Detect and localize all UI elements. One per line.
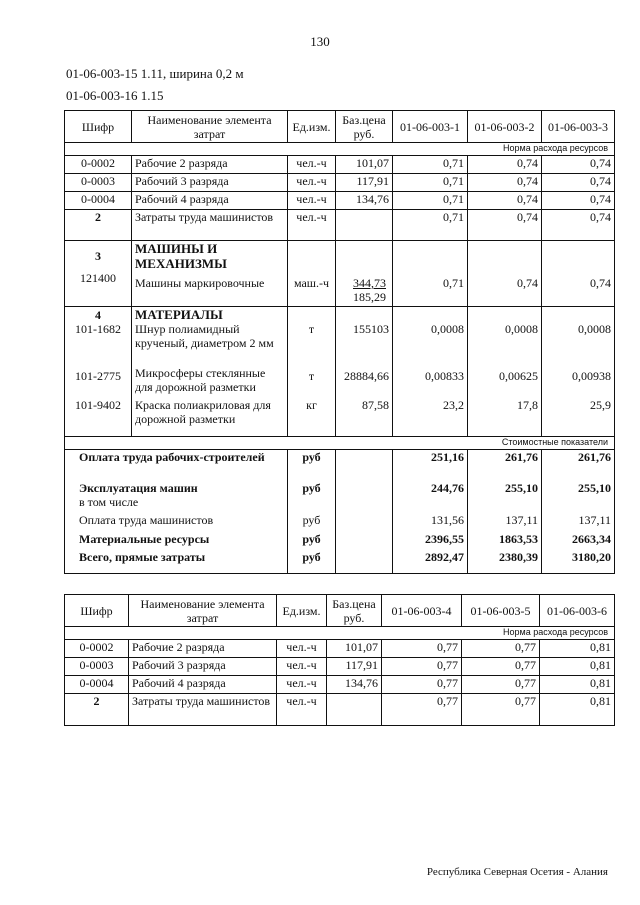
- table-row-machines: [65, 241, 615, 307]
- cell-price: 28884,66: [344, 369, 389, 383]
- table-header-row: [65, 595, 615, 627]
- table-row: [65, 174, 615, 192]
- cell-value: 0,81: [540, 694, 615, 726]
- cell-price-operator: 185,29: [353, 290, 386, 304]
- cell-code: 121400: [80, 271, 116, 285]
- cell-value: 0,71: [443, 276, 464, 290]
- col-header-code: Шифр: [65, 111, 132, 143]
- cell-price: 101,07: [336, 156, 393, 174]
- col-header-norm-3: 01-06-003-3: [542, 111, 615, 143]
- section-number: 3: [95, 249, 101, 263]
- cell-unit: т: [308, 322, 315, 336]
- cell-price: 117,91: [327, 658, 382, 676]
- cell-value: 0,77: [462, 694, 540, 726]
- cell-value: 25,9: [590, 398, 611, 412]
- cell-price-main: 344,73: [353, 276, 386, 290]
- cell-unit: чел.-ч: [277, 694, 327, 726]
- cell-value: 0,77: [462, 676, 540, 694]
- cell-value: 17,8: [517, 398, 538, 412]
- cell-value: 0,74: [542, 156, 615, 174]
- cell-value: 0,71: [393, 192, 468, 210]
- cell-unit: чел.-ч: [277, 640, 327, 658]
- cell-value: 0,74: [542, 210, 615, 241]
- section-label-row: [65, 627, 615, 640]
- cell-value: 0,77: [382, 640, 462, 658]
- cell-price: 134,76: [327, 676, 382, 694]
- cell-price: 87,58: [362, 398, 389, 412]
- norm-label: Норма расхода ресурсов: [65, 627, 615, 640]
- summary-machines-unit: руб: [302, 481, 321, 495]
- cell-value: 0,77: [382, 694, 462, 726]
- summary-wages-unit: руб: [302, 450, 321, 464]
- summary-operators-value: 137,11: [505, 513, 538, 527]
- summary-materials-value: 2663,34: [572, 532, 611, 546]
- cell-value: 0,74: [468, 192, 542, 210]
- summary-machines-value: 255,10: [578, 481, 611, 495]
- cell-price: 155103: [353, 322, 389, 336]
- summary-operators-value: 131,56: [431, 513, 464, 527]
- resource-table-1: [64, 110, 615, 574]
- cell-unit: кг: [306, 398, 317, 412]
- cell-code: 101-9402: [75, 398, 121, 412]
- summary-materials-label: Материальные ресурсы: [79, 532, 210, 546]
- summary-wages-label: Оплата труда рабочих-строителей: [79, 450, 265, 464]
- cell-value: 0,81: [540, 658, 615, 676]
- section-label-row: [65, 143, 615, 156]
- resource-table-2: [64, 594, 615, 726]
- section-label-row: [65, 437, 615, 450]
- col-header-name: Наименование элемента затрат: [129, 595, 277, 627]
- section-title: МАТЕРИАЛЫ: [135, 307, 223, 322]
- cell-code: 0-0004: [65, 192, 132, 210]
- table-row-labor-total: [65, 210, 615, 241]
- cell-value: 0,77: [462, 640, 540, 658]
- cell-value: 0,77: [382, 676, 462, 694]
- cell-name: Микросферы стеклянные для дорожной разметки: [135, 366, 266, 394]
- table-row-materials: [65, 307, 615, 437]
- col-header-norm-2: 01-06-003-2: [468, 111, 542, 143]
- code-line-1: 01-06-003-15 1.11, ширина 0,2 м: [66, 66, 244, 81]
- norm-label: Норма расхода ресурсов: [65, 143, 615, 156]
- cell-value: 0,0008: [431, 322, 464, 336]
- cell-unit: т: [308, 369, 315, 383]
- cell-unit: чел.-ч: [288, 192, 336, 210]
- cell-name: Рабочий 4 разряда: [129, 676, 277, 694]
- cell-value: 0,71: [393, 210, 468, 241]
- cell-value: 0,74: [542, 192, 615, 210]
- col-header-price: Баз.цена руб.: [336, 111, 393, 143]
- cell-name: Машины маркировочные: [135, 276, 265, 290]
- cell-name: Рабочий 4 разряда: [132, 192, 288, 210]
- summary-total-value: 2380,39: [499, 550, 538, 564]
- cell-value: 0,0008: [505, 322, 538, 336]
- summary-materials-value: 2396,55: [425, 532, 464, 546]
- table-row-labor-total: [65, 694, 615, 726]
- cost-label: Стоимостные показатели: [65, 437, 615, 450]
- cell-unit: чел.-ч: [288, 174, 336, 192]
- cell-value: 0,77: [462, 658, 540, 676]
- cell-price: 117,91: [336, 174, 393, 192]
- cell-value: 0,74: [590, 276, 611, 290]
- cell-name: Затраты труда машинистов: [132, 210, 288, 241]
- table-row-summary: [65, 450, 615, 574]
- cell-name: Рабочий 3 разряда: [129, 658, 277, 676]
- summary-total-value: 2892,47: [425, 550, 464, 564]
- summary-operators-value: 137,11: [578, 513, 611, 527]
- cell-name: Шнур полиамидный крученый, диаметром 2 мм: [135, 322, 274, 350]
- section-title: МАШИНЫ И МЕХАНИЗМЫ: [135, 241, 227, 271]
- cell-value: 0,00938: [572, 369, 611, 383]
- cell-code: 2: [65, 694, 129, 726]
- cell-value: 0,81: [540, 676, 615, 694]
- cell-value: 0,0008: [578, 322, 611, 336]
- cell-code: 0-0003: [65, 174, 132, 192]
- summary-wages-value: 261,76: [578, 450, 611, 464]
- summary-operators-label: Оплата труда машинистов: [79, 513, 214, 527]
- cell-unit: чел.-ч: [277, 676, 327, 694]
- cell-name: Рабочие 2 разряда: [132, 156, 288, 174]
- table-row: [65, 658, 615, 676]
- summary-wages-value: 251,16: [431, 450, 464, 464]
- summary-total-value: 3180,20: [572, 550, 611, 564]
- summary-machines-value: 255,10: [505, 481, 538, 495]
- cell-name: Рабочие 2 разряда: [129, 640, 277, 658]
- summary-machines-value: 244,76: [431, 481, 464, 495]
- cell-unit: чел.-ч: [277, 658, 327, 676]
- col-header-code: Шифр: [65, 595, 129, 627]
- table-row: [65, 156, 615, 174]
- col-header-unit: Ед.изм.: [277, 595, 327, 627]
- col-header-norm-4: 01-06-003-4: [382, 595, 462, 627]
- cell-code: 101-2775: [75, 369, 121, 383]
- cell-price: [327, 694, 382, 726]
- cell-code: 0-0002: [65, 640, 129, 658]
- table-row: [65, 676, 615, 694]
- cell-unit: чел.-ч: [288, 210, 336, 241]
- cell-price: [336, 210, 393, 241]
- cell-value: 23,2: [443, 398, 464, 412]
- table-row: [65, 192, 615, 210]
- cell-value: 0,71: [393, 174, 468, 192]
- cell-name: Рабочий 3 разряда: [132, 174, 288, 192]
- cell-unit: маш.-ч: [293, 276, 330, 290]
- summary-total-label: Всего, прямые затраты: [79, 550, 206, 564]
- section-number: 4: [95, 308, 101, 322]
- summary-wages-value: 261,76: [505, 450, 538, 464]
- cell-value: 0,74: [517, 276, 538, 290]
- col-header-norm-5: 01-06-003-5: [462, 595, 540, 627]
- page-number: 130: [310, 34, 330, 49]
- col-header-price: Баз.цена руб.: [327, 595, 382, 627]
- cell-code: 101-1682: [75, 322, 121, 336]
- cell-value: 0,81: [540, 640, 615, 658]
- summary-materials-value: 1863,53: [499, 532, 538, 546]
- summary-materials-unit: руб: [302, 532, 321, 546]
- cell-value: 0,77: [382, 658, 462, 676]
- summary-machines-label: Эксплуатация машин: [79, 481, 198, 495]
- cell-code: 0-0002: [65, 156, 132, 174]
- cell-price: 134,76: [336, 192, 393, 210]
- table-header-row: [65, 111, 615, 143]
- cell-code: 0-0004: [65, 676, 129, 694]
- col-header-norm-1: 01-06-003-1: [393, 111, 468, 143]
- code-line-2: 01-06-003-16 1.15: [66, 88, 164, 103]
- cell-value: 0,00625: [499, 369, 538, 383]
- summary-machines-sub: в том числе: [79, 495, 139, 509]
- cell-name: Затраты труда машинистов: [129, 694, 277, 726]
- col-header-unit: Ед.изм.: [288, 111, 336, 143]
- col-header-norm-6: 01-06-003-6: [540, 595, 615, 627]
- col-header-name: Наименование элемента затрат: [132, 111, 288, 143]
- summary-operators-unit: руб: [302, 513, 321, 527]
- cell-code: 2: [65, 210, 132, 241]
- cell-price: 101,07: [327, 640, 382, 658]
- footer-region: Республика Северная Осетия - Алания: [426, 866, 608, 878]
- cell-name: Краска полиакриловая для дорожной разметки: [135, 398, 271, 426]
- cell-value: 0,74: [468, 156, 542, 174]
- cell-value: 0,00833: [425, 369, 464, 383]
- cell-value: 0,74: [468, 210, 542, 241]
- cell-unit: чел.-ч: [288, 156, 336, 174]
- summary-total-unit: руб: [302, 550, 321, 564]
- cell-code: 0-0003: [65, 658, 129, 676]
- table-row: [65, 640, 615, 658]
- cell-value: 0,71: [393, 156, 468, 174]
- cell-value: 0,74: [542, 174, 615, 192]
- cell-value: 0,74: [468, 174, 542, 192]
